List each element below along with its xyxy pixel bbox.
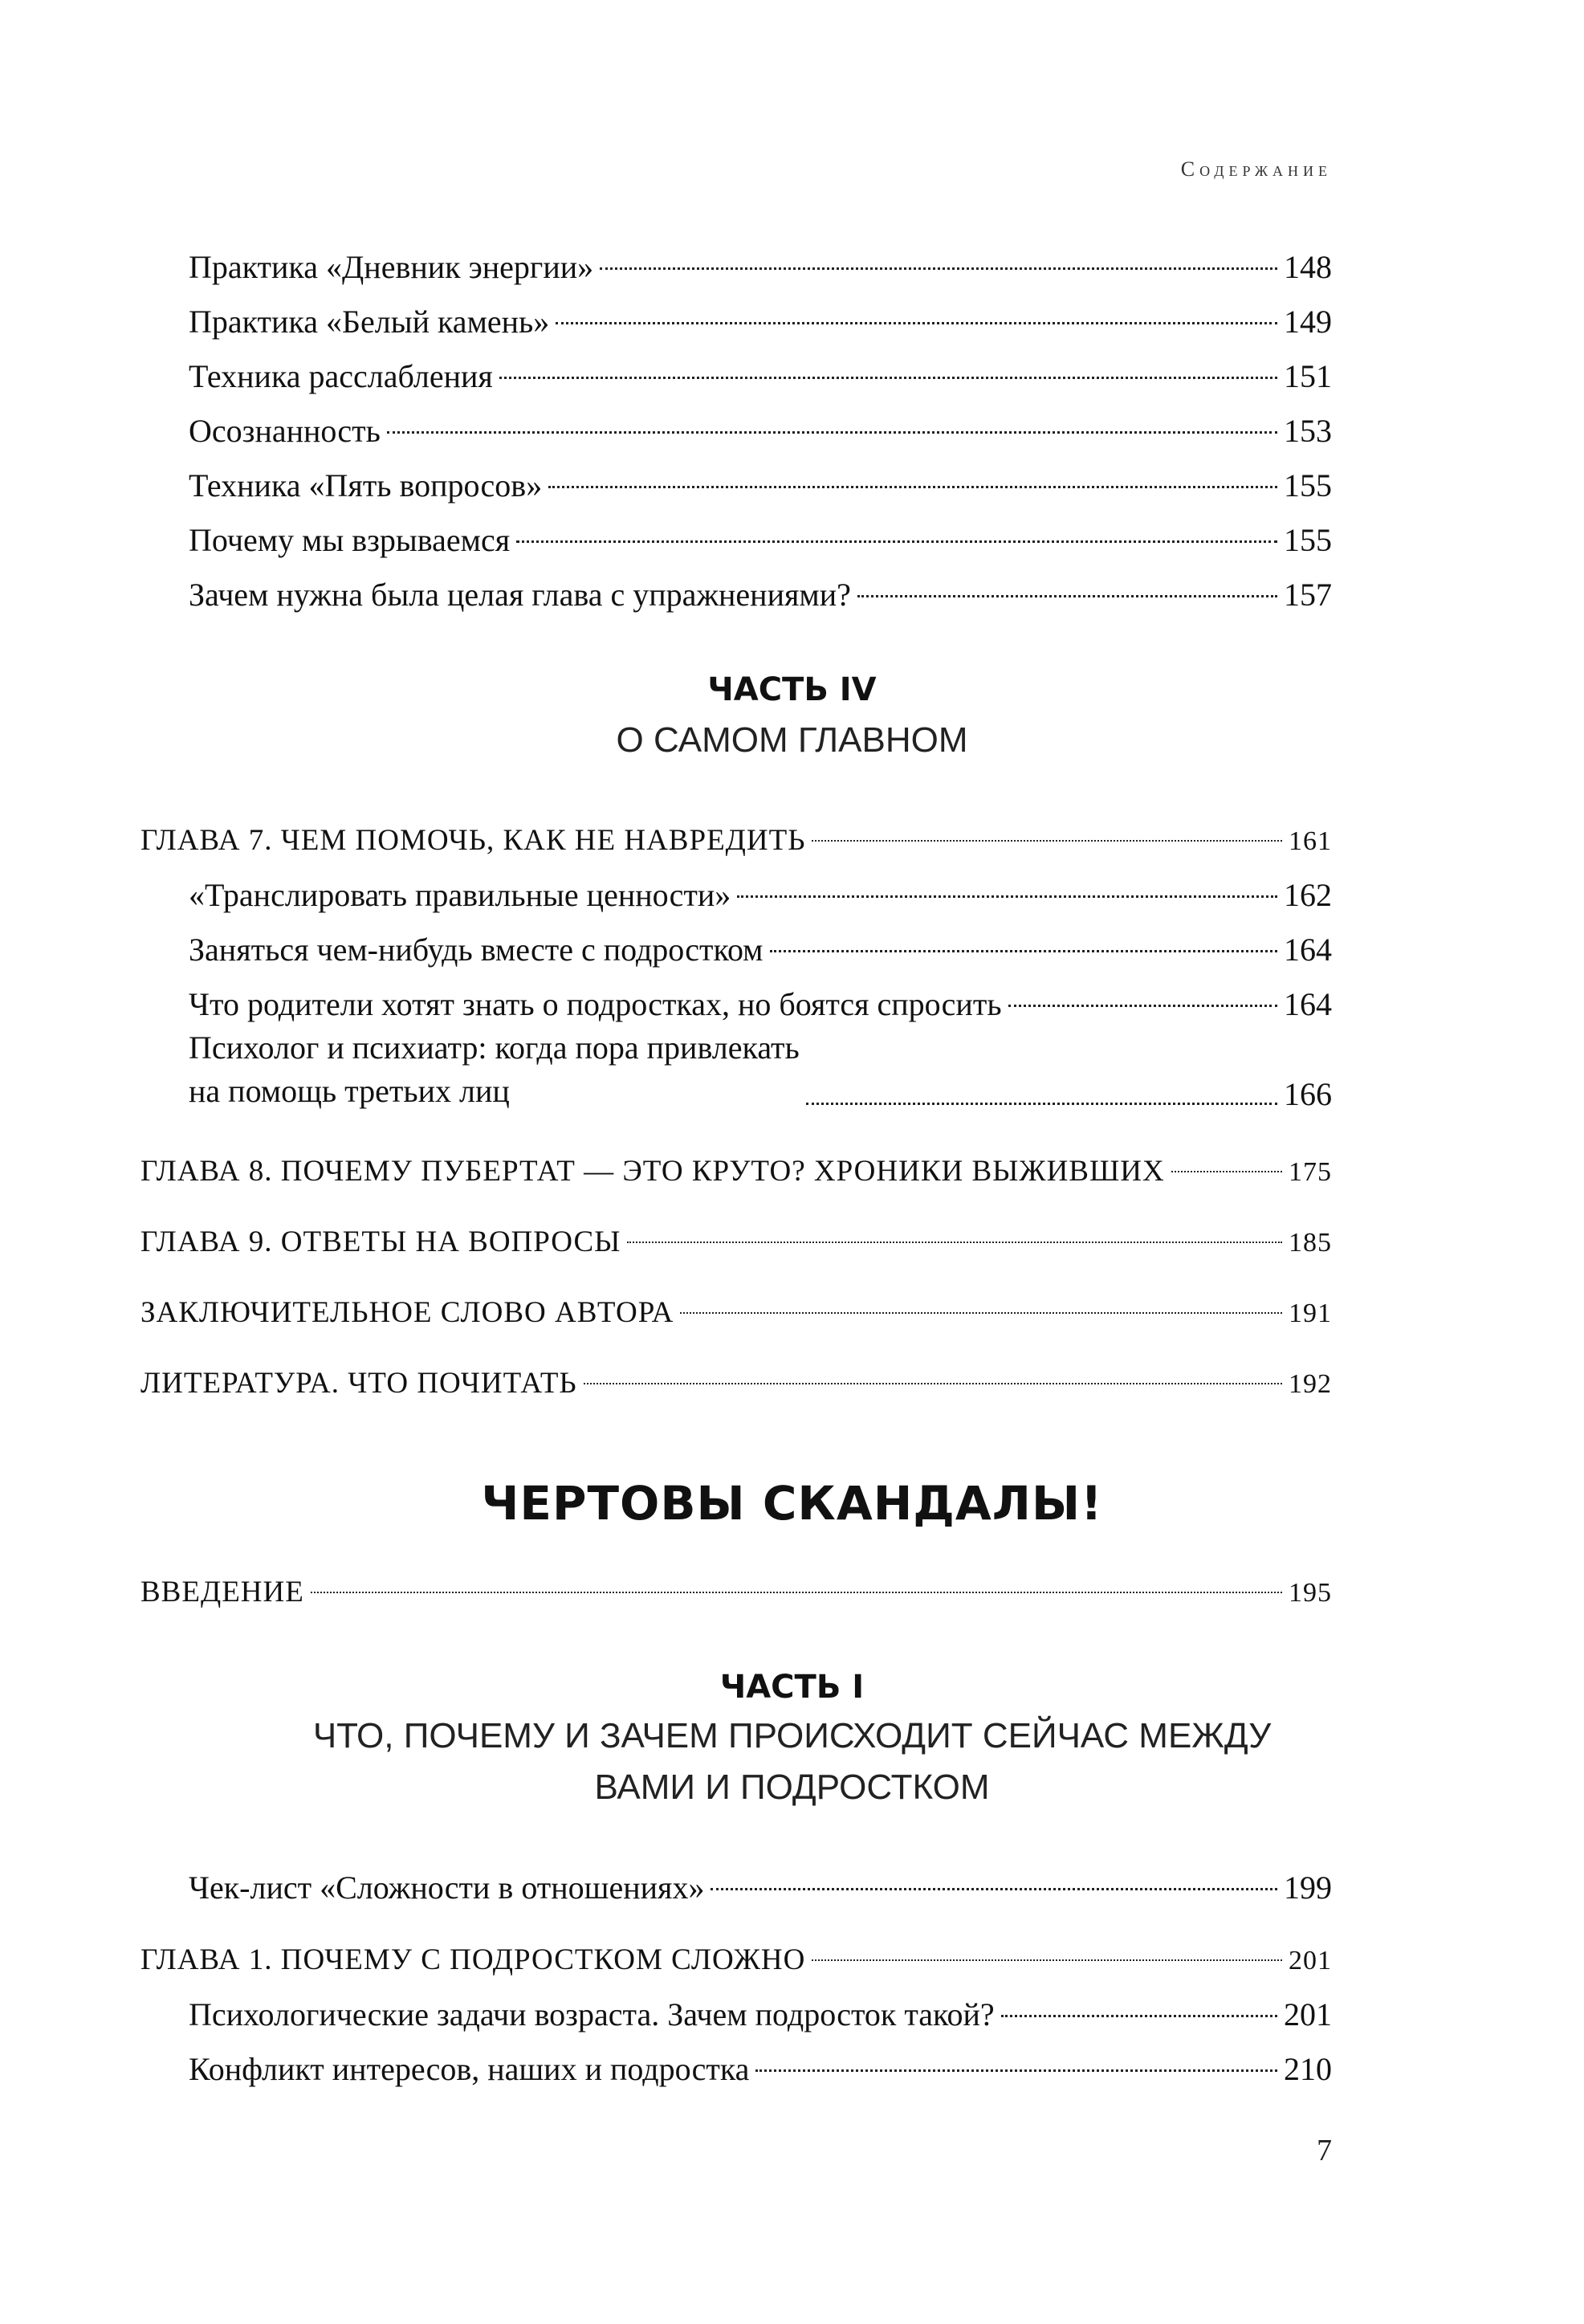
toc-chapter[interactable] (140, 1224, 1332, 1261)
leader-dots (499, 377, 1277, 379)
toc-entry[interactable] (189, 1029, 1332, 1113)
toc-chapter-label: ГЛАВА 8. ПОЧЕМУ ПУБЕРТАТ — ЭТО КРУТО? ХРОНИКИ ВЫЖИВШИХ (140, 1155, 1165, 1188)
toc-chapter-label: ГЛАВА 7. ЧЕМ ПОМОЧЬ, КАК НЕ НАВРЕДИТЬ (140, 824, 806, 857)
leader-dots (1171, 1171, 1282, 1172)
toc-entry[interactable] (189, 467, 1332, 504)
toc-entry-label: Заняться чем-нибудь вместе с подростком (189, 932, 763, 968)
page-number: 7 (1317, 2134, 1332, 2167)
toc-chapter-page: 201 (1289, 1946, 1332, 1975)
toc-entry-page: 164 (1284, 986, 1332, 1022)
toc-chapter[interactable] (140, 1574, 1332, 1611)
toc-chapter-page: 161 (1289, 826, 1332, 856)
toc-entry[interactable] (189, 358, 1332, 395)
leader-dots (584, 1383, 1282, 1384)
leader-dots (737, 895, 1277, 898)
toc-entry-label-line1: Психолог и психиатр: когда пора привлекать (189, 1029, 800, 1066)
part-title: ЧАСТЬ I (719, 1669, 865, 1706)
toc-entry-page: 153 (1284, 413, 1332, 449)
toc-entry-label: Что родители хотят знать о подростках, но боятся спросить (189, 986, 1002, 1022)
toc-entry-page: 199 (1284, 1869, 1332, 1906)
toc-chapter-page: 191 (1289, 1299, 1332, 1328)
leader-dots (857, 595, 1277, 597)
toc-entry-label: Практика «Белый камень» (189, 304, 550, 340)
toc-entry[interactable] (189, 413, 1332, 450)
toc-chapter[interactable] (140, 1942, 1332, 1979)
toc-entry[interactable] (189, 2051, 1332, 2088)
leader-dots (711, 1888, 1277, 1890)
toc-entry[interactable] (189, 986, 1332, 1023)
part-subtitle-line1: ЧТО, ПОЧЕМУ И ЗАЧЕМ ПРОИСХОДИТ СЕЙЧАС МЕЖДУ (312, 1716, 1272, 1755)
toc-entry-page: 210 (1284, 2051, 1332, 2087)
toc-entry-label-line2: на помощь третьих лиц (189, 1073, 510, 1109)
leader-dots (1008, 1005, 1277, 1007)
toc-entry-page: 164 (1284, 932, 1332, 968)
toc-entry-label: Осознанность (189, 413, 381, 449)
toc-entry-page: 162 (1284, 877, 1332, 913)
toc-entry-label: Чек-лист «Сложности в отношениях» (189, 1869, 705, 1906)
toc-entry-label: Почему мы взрываемся (189, 522, 511, 558)
toc-chapter-label: ЛИТЕРАТУРА. ЧТО ПОЧИТАТЬ (140, 1367, 577, 1400)
leader-dots (806, 1103, 1277, 1105)
part-subtitle: О САМОМ ГЛАВНОМ (616, 720, 968, 760)
leader-dots (556, 322, 1277, 324)
toc-chapter-page: 192 (1289, 1369, 1332, 1399)
toc-entry[interactable] (189, 932, 1332, 968)
leader-dots (627, 1242, 1282, 1243)
toc-entry-label: Психологические задачи возраста. Зачем подросток такой? (189, 1996, 995, 2032)
toc-chapter-label: ЗАКЛЮЧИТЕЛЬНОЕ СЛОВО АВТОРА (140, 1296, 674, 1329)
toc-entry-label: Конфликт интересов, наших и подростка (189, 2051, 750, 2087)
book-title: ЧЕРТОВЫ СКАНДАЛЫ! (481, 1476, 1103, 1531)
toc-entry-label: Зачем нужна была целая глава с упражнениями? (189, 577, 851, 613)
part-subtitle-line2: ВАМИ И ПОДРОСТКОМ (594, 1767, 990, 1807)
toc-entry-page: 155 (1284, 467, 1332, 504)
toc-chapter-page: 195 (1289, 1578, 1332, 1608)
leader-dots (600, 267, 1277, 270)
toc-chapter-page: 185 (1289, 1228, 1332, 1258)
toc-entry-page: 151 (1284, 358, 1332, 394)
toc-entry[interactable] (189, 577, 1332, 614)
running-head: Содержание (1180, 157, 1332, 181)
toc-entry[interactable] (189, 249, 1332, 286)
leader-dots (1001, 2015, 1277, 2017)
leader-dots (812, 840, 1282, 842)
toc-chapter[interactable] (140, 1153, 1332, 1190)
leader-dots (755, 2069, 1277, 2072)
toc-entry-label: Техника расслабления (189, 358, 493, 394)
toc-entry-page: 157 (1284, 577, 1332, 613)
toc-chapter-page: 175 (1289, 1157, 1332, 1187)
toc-chapter[interactable] (140, 822, 1332, 859)
toc-chapter[interactable] (140, 1295, 1332, 1331)
toc-entry[interactable] (189, 1869, 1332, 1906)
toc-entry-page: 148 (1284, 249, 1332, 285)
leader-dots (548, 486, 1277, 488)
leader-dots (680, 1312, 1282, 1314)
toc-entry-label: «Транслировать правильные ценности» (189, 877, 731, 913)
toc-chapter-label: ГЛАВА 9. ОТВЕТЫ НА ВОПРОСЫ (140, 1225, 621, 1258)
toc-entry-label (189, 1026, 800, 1113)
toc-entry-page: 155 (1284, 522, 1332, 558)
toc-entry-label: Техника «Пять вопросов» (189, 467, 543, 504)
toc-entry-page: 201 (1284, 1996, 1332, 2032)
toc-entry[interactable] (189, 522, 1332, 559)
part-title: ЧАСТЬ IV (707, 671, 877, 708)
leader-dots (311, 1592, 1282, 1593)
toc-entry[interactable] (189, 1996, 1332, 2033)
toc-entry[interactable] (189, 877, 1332, 914)
toc-chapter-label: ГЛАВА 1. ПОЧЕМУ С ПОДРОСТКОМ СЛОЖНО (140, 1943, 806, 1976)
toc-entry-label: Практика «Дневник энергии» (189, 249, 594, 285)
toc-entry[interactable] (189, 304, 1332, 340)
toc-chapter[interactable] (140, 1365, 1332, 1402)
leader-dots (812, 1959, 1282, 1961)
leader-dots (516, 540, 1277, 543)
toc-entry-page: 149 (1284, 304, 1332, 340)
leader-dots (387, 431, 1277, 434)
toc-entry-page: 166 (1284, 1076, 1332, 1112)
leader-dots (770, 950, 1278, 952)
toc-chapter-label: ВВЕДЕНИЕ (140, 1576, 304, 1608)
